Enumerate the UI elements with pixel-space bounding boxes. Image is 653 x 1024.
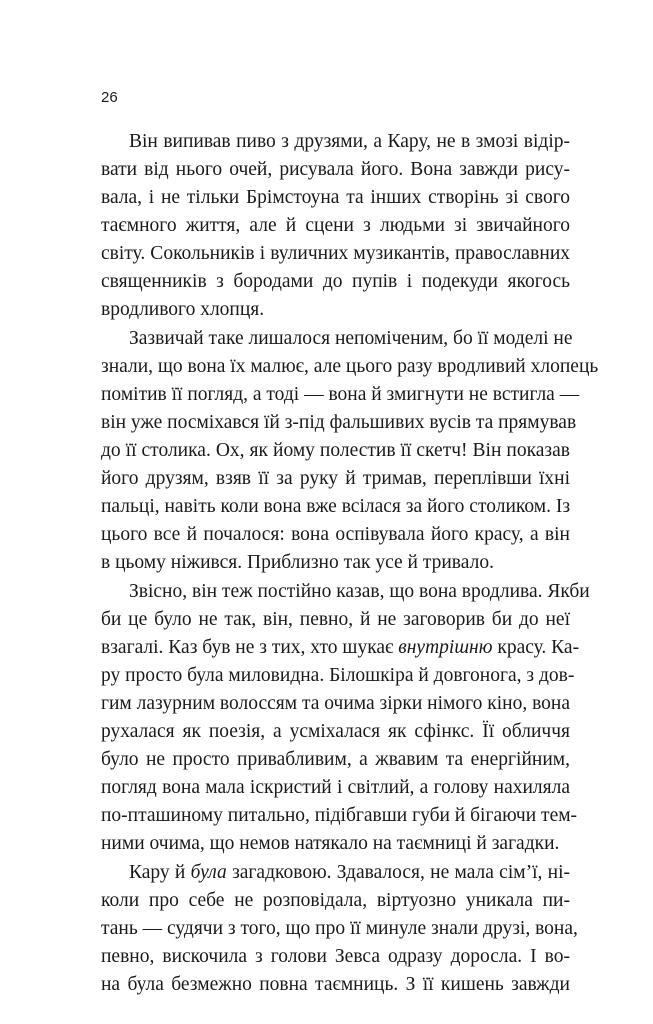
text-line: вродливого хлопця. [101, 299, 265, 320]
text-line: погляд вона мала іскристий і світлий, а голову нахиляла [101, 777, 570, 798]
text-line [101, 635, 580, 661]
text-line: таємного життя, але й сцени з людьми зі звичайного [101, 215, 570, 236]
text-line: тань — судячи з того, що про її минуле знали друзі, вона, [101, 918, 578, 939]
text-line: помітив її погляд, а тоді — вона й змигнути не встигла — [101, 384, 580, 405]
text-line [129, 860, 570, 886]
text-line: священників з бородами до пупів і подекуди якогось [101, 271, 570, 292]
text-line: рухалася як поезія, а усміхалася як сфінкс. Її обличчя [101, 721, 570, 742]
italic-emphasis: внутрішню [398, 637, 493, 658]
text-line: би це було не так, він, певно, й не заговорив би до неї [101, 609, 570, 630]
text-line: по-пташиному питально, підібгавши губи й бігаючи тем- [101, 805, 578, 826]
text-line: в цьому ніжився. Приблизно так усе й тривало. [101, 552, 494, 573]
text-segment: взагалі. Каз був не з тих, хто шукає [101, 637, 399, 658]
italic-emphasis: була [190, 862, 227, 883]
text-line: цього все й почалося: вона оспівувала його красу, а він [101, 524, 570, 545]
text-segment: Кару й [129, 862, 191, 883]
text-line: він уже посміхався їй з-під фальшивих вусів та прямував [101, 412, 577, 433]
text-line: ними очима, що немов натякало на таємниці й загадки. [101, 833, 560, 854]
text-line: певно, вискочила з голови Зевса одразу доросла. І во- [101, 946, 570, 967]
text-line: коли про себе не розповідала, віртуозно уникала пи- [101, 890, 570, 911]
text-line: його друзям, взяв її за руку й тримав, переплівши їхні [101, 468, 570, 489]
text-line: Звісно, він теж постійно казав, що вона вродлива. Якби [129, 581, 590, 602]
text-line: Він випивав пиво з друзями, а Кару, не в змозі відір- [129, 131, 570, 152]
text-line: ру просто була миловидна. Білошкіра й довгонога, з дов- [101, 665, 575, 686]
text-line: знали, що вона їх малює, але цього разу вродливий хлопець [101, 356, 599, 377]
text-line: було не просто привабливим, а жвавим та енергійним, [101, 749, 570, 770]
text-line: до її столика. Ох, як йому полестив її скетч! Він показав [101, 440, 570, 461]
text-line: вала, і не тільки Брімстоуна та інших створінь зі свого [101, 187, 570, 208]
text-segment: загадковою. Здавалося, не мала сім’ї, ні- [226, 862, 570, 883]
text-line: світу. Сокольників і вуличних музикантів, православних [101, 243, 570, 264]
text-line: пальці, навіть коли вона вже всілася за його столиком. Із [101, 496, 571, 517]
text-line: Зазвичай таке лишалося непоміченим, бо її моделі не [129, 328, 573, 349]
text-segment: красу. Ка- [492, 637, 580, 658]
page-number: 26 [101, 89, 118, 106]
text-line: гим лазурним волоссям та очима зірки німого кіно, вона [101, 693, 570, 714]
text-line: на була безмежно повна таємниць. З її кишень завжди [101, 974, 570, 995]
text-line: вати від нього очей, рисувала його. Вона завжди рису- [101, 159, 570, 180]
